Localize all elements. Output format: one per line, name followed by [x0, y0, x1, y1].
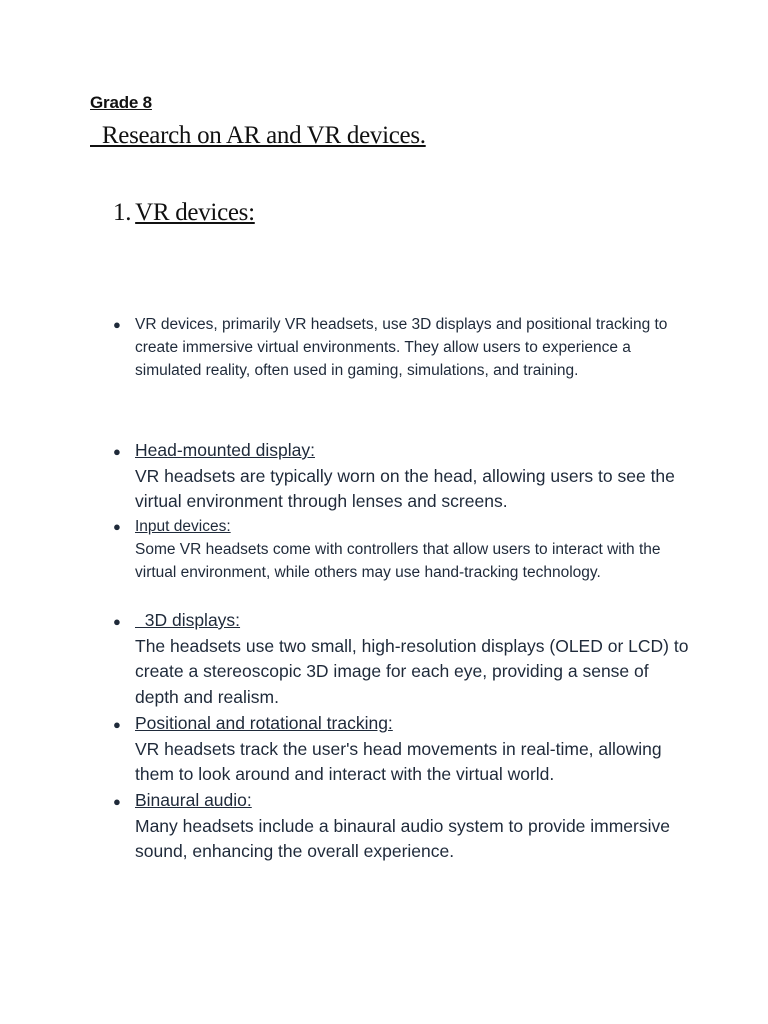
- list-item-positional-tracking: [113, 711, 695, 788]
- bullet-icon: ●: [113, 614, 121, 629]
- intro-text: VR devices, primarily VR headsets, use 3D displays and positional tracking to create immersive virtual environments. They allow users to experience a simulated reality, often used in gaming, simulations, and training.: [135, 316, 668, 379]
- item-heading: Positional and rotational tracking:: [135, 713, 393, 733]
- item-text: Many headsets include a binaural audio system to provide immersive sound, enhancing the overall experience.: [135, 815, 670, 861]
- section-number: 1.: [113, 199, 132, 226]
- item-text: VR headsets are typically worn on the head, allowing users to see the virtual environment through lenses and screens.: [135, 465, 675, 511]
- section-heading: [113, 199, 255, 227]
- bullet-icon: ●: [113, 444, 121, 459]
- list-item-head-mounted-display: [113, 438, 695, 515]
- item-text: The headsets use two small, high-resolution displays (OLED or LCD) to create a stereoscopic 3D image for each eye, providing a sense of depth and realism.: [135, 635, 689, 707]
- list-item-binaural-audio: [113, 788, 695, 865]
- list-item-input-devices: [113, 515, 695, 584]
- grade-label: Grade 8: [90, 93, 152, 112]
- item-text: VR headsets track the user's head movements in real-time, allowing them to look around and interact with the virtual world.: [135, 738, 662, 784]
- document-title: Research on AR and VR devices.: [90, 122, 426, 149]
- bullet-icon: ●: [113, 519, 121, 534]
- item-text: Some VR headsets come with controllers that allow users to interact with the virtual environment, while others may use hand-tracking technology.: [135, 541, 661, 581]
- item-heading: Input devices:: [135, 518, 231, 535]
- bullet-icon: ●: [113, 317, 121, 332]
- section-label: VR devices:: [135, 199, 255, 226]
- list-item-3d-displays: [113, 608, 695, 710]
- item-heading: Head-mounted display:: [135, 440, 315, 460]
- item-heading: Binaural audio:: [135, 790, 252, 810]
- item-heading: 3D displays:: [135, 610, 241, 630]
- bullet-icon: ●: [113, 794, 121, 809]
- bullet-icon: ●: [113, 717, 121, 732]
- list-item-intro: [113, 313, 695, 382]
